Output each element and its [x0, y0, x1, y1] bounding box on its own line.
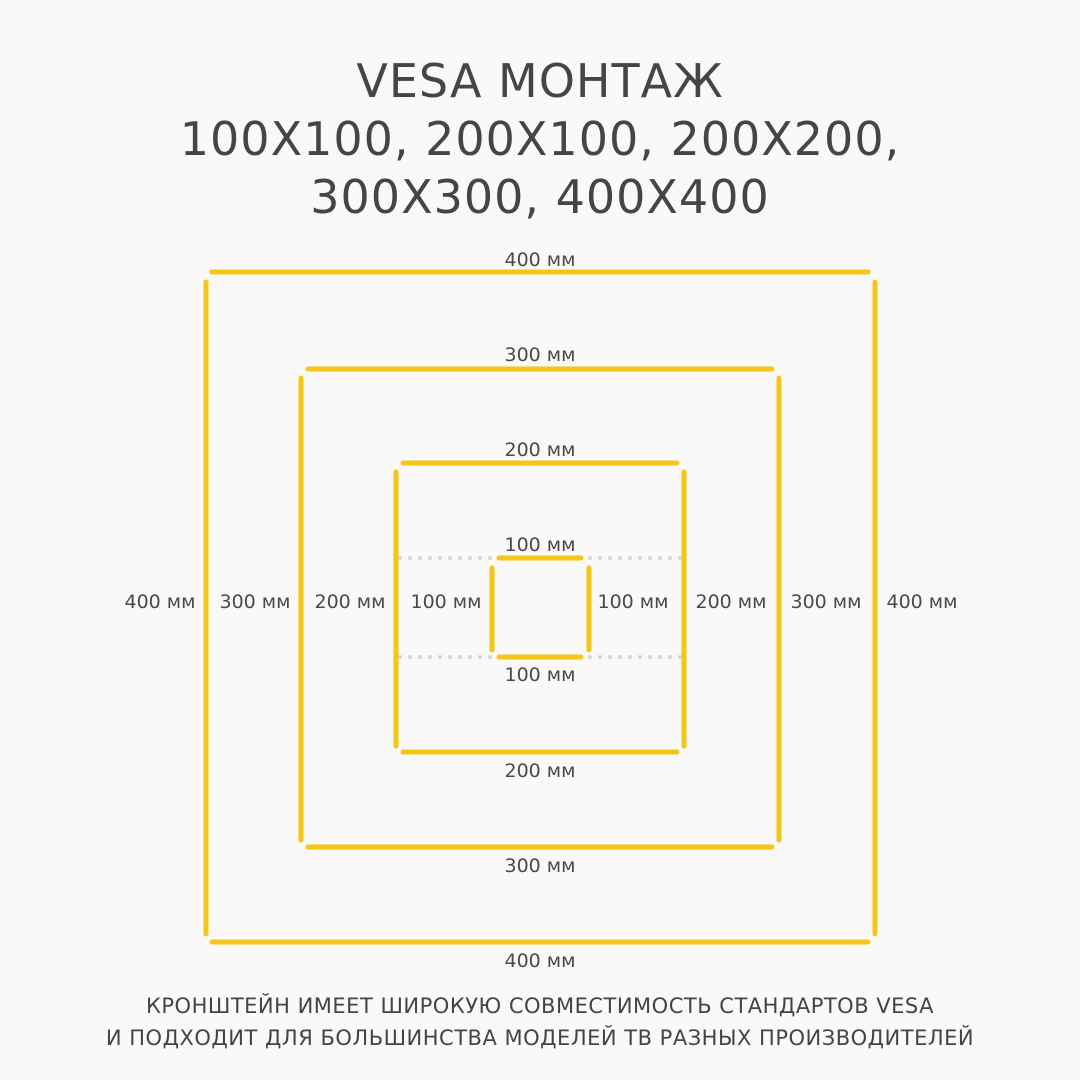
square-100-top-label: 100 мм — [504, 534, 576, 556]
square-200-bottom-label: 200 мм — [504, 760, 576, 782]
square-100-right-label: 100 мм — [597, 591, 669, 613]
square-300-left-label: 300 мм — [219, 591, 291, 613]
square-300-right-label: 300 мм — [790, 591, 862, 613]
footer-line-1: КРОНШТЕЙН ИМЕЕТ ШИРОКУЮ СОВМЕСТИМОСТЬ СТАНДАРТОВ VESA — [145, 994, 935, 1018]
square-100-left-label: 100 мм — [410, 591, 482, 613]
square-400-top-label: 400 мм — [504, 249, 576, 271]
square-200-right-label: 200 мм — [695, 591, 767, 613]
square-200-left-label: 200 мм — [314, 591, 386, 613]
square-400-left-label: 400 мм — [124, 591, 196, 613]
title-line-1: VESA МОНТАЖ — [356, 54, 724, 108]
square-300-bottom-label: 300 мм — [504, 855, 576, 877]
square-300-top-label: 300 мм — [504, 344, 576, 366]
square-400-bottom-label: 400 мм — [504, 950, 576, 972]
title-line-3: 300X300, 400X400 — [310, 170, 770, 224]
square-200 — [315, 439, 767, 782]
title-line-2: 100X100, 200X100, 200X200, — [179, 112, 901, 166]
square-100-bottom-label: 100 мм — [504, 664, 576, 686]
footer-line-2: И ПОДХОДИТ ДЛЯ БОЛЬШИНСТВА МОДЕЛЕЙ ТВ РАЗНЫХ ПРОИЗВОДИТЕЛЕЙ — [105, 1026, 975, 1050]
square-200-top-label: 200 мм — [504, 439, 576, 461]
footer-text — [0, 990, 1080, 1054]
square-400-right-label: 400 мм — [886, 591, 958, 613]
